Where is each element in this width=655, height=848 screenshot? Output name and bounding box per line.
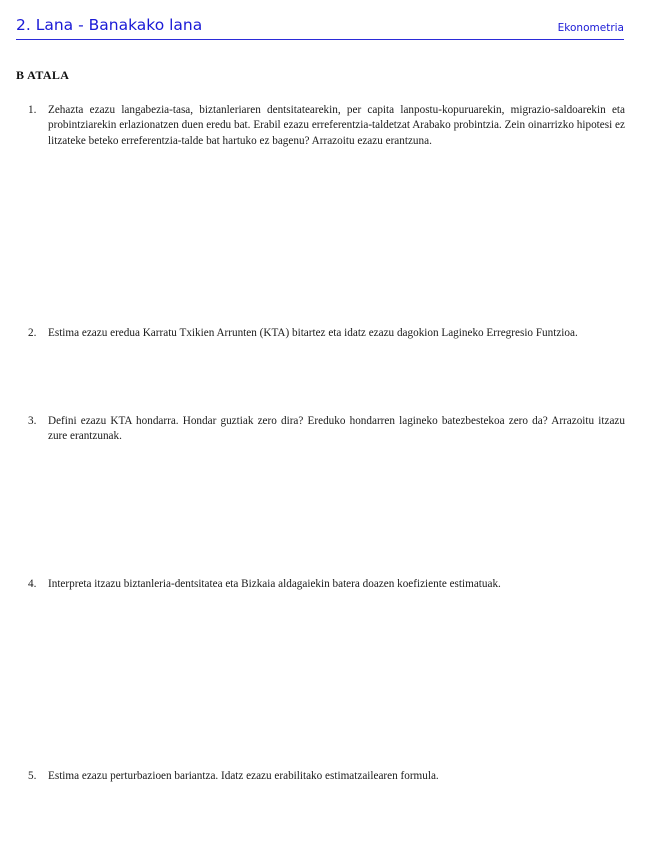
question-4 <box>28 577 625 592</box>
question-number: 3. <box>28 415 37 427</box>
question-2 <box>28 326 625 341</box>
question-text: Interpreta itzazu biztanleria-dentsitatea eta Bizkaia aldagaiekin batera doazen koefiziente estimatuak. <box>48 578 501 590</box>
question-5 <box>28 769 625 784</box>
question-text: Defini ezazu KTA hondarra. Hondar guztiak zero dira? Ereduko hondarren lagineko batezbestekoa zero da? Arrazoitu itzazu zure erantzunak. <box>48 415 625 443</box>
header-divider <box>16 39 624 40</box>
question-number: 1. <box>28 104 37 116</box>
question-1 <box>28 103 625 149</box>
question-text: Estima ezazu perturbazioen bariantza. Idatz ezazu erabilitako estimatzailearen formula. <box>48 770 439 782</box>
document-title: 2. Lana - Banakako lana <box>16 16 203 34</box>
section-heading: B ATALA <box>16 68 70 82</box>
question-number: 4. <box>28 578 37 590</box>
question-text: Estima ezazu eredua Karratu Txikien Arrunten (KTA) bitartez eta idatz ezazu dagokion Lagineko Erregresio Funtzioa. <box>48 327 578 339</box>
question-number: 5. <box>28 770 37 782</box>
question-number: 2. <box>28 327 37 339</box>
question-text: Zehazta ezazu langabezia-tasa, biztanleriaren dentsitatearekin, per capita lanpostu-kopuruarekin, migrazio-saldoarekin eta probintziarekin erlazionatzen duen eredu bat. Erabil ezazu erreferentzia-taldetzat Arabako probintzia. Zein oinarrizko hipotesi ez litzateke beteko erreferentzia-talde bat hartuko ez bagenu? Arrazoitu ezazu erantzuna. <box>48 104 625 147</box>
course-name: Ekonometria <box>557 22 624 34</box>
question-3 <box>28 414 625 445</box>
